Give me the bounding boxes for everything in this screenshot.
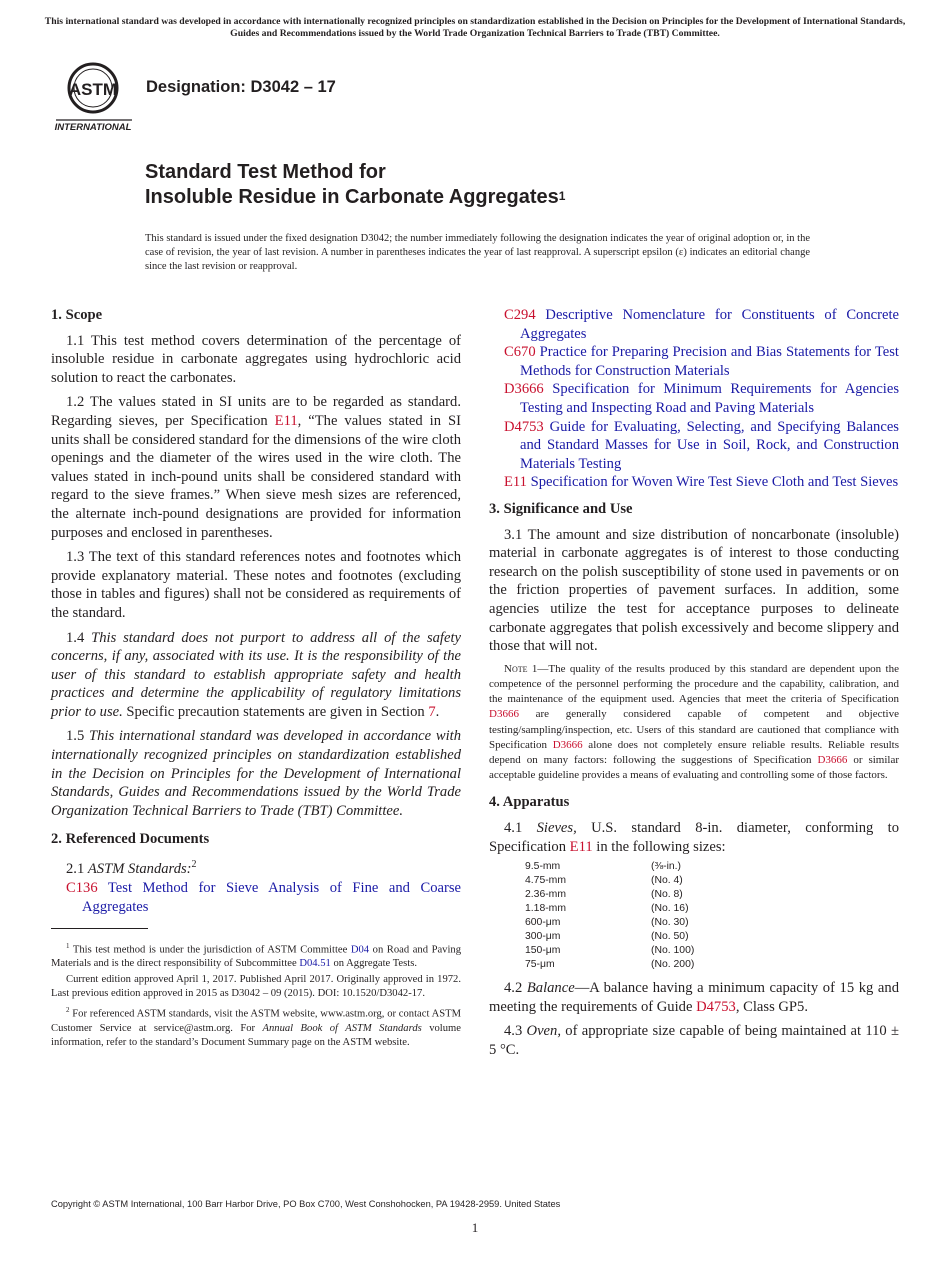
note-1: Note 1—The quality of the results produced by this standard are dependent upon the competence of the personnel performing the procedure and the capability, calibration, and the maintenance of the equipment used. Agencies that meet the criteria of Specification D3666 are generally considered capable of competent and objective testing/sampling/inspection, etc. Users of this standard are cautioned that compliance with Specification D3666 alone does not completely ensure reliable results. Reliable results depend on many factors: following the suggestions of Specification D3666 or similar acceptable guideline provides a means of evaluating and controlling some of those factors. [489,662,899,782]
link-d3666[interactable]: D3666 [817,753,848,766]
astm-logo [52,56,136,132]
link-d3666[interactable]: D3666 [489,708,519,721]
ref-item[interactable]: C670 Practice for Preparing Precision and Bias Statements for Test Methods for Construction Materials [504,344,899,379]
para-2-1: 2.1 ASTM Standards:$^2$ [66,859,197,877]
left-column [51,306,461,1052]
table-row: 1.18-mm (No. 16) [525,903,689,915]
table-row: 600-μm (No. 30) [525,917,689,929]
issuance-statement: This standard is issued under the fixed designation D3042; the number immediately following the designation indicates the year of original adoption or, in the case of revision, the year of last revision. A number in parentheses indicates the year of last reapproval. A superscript epsilon (ε) indicates an editorial change since the last revision or reapproval. [145,233,810,272]
link-e11[interactable]: E11 [274,412,298,429]
section-scope-heading: 1. Scope [51,307,103,323]
link-d4753[interactable]: D4753 [696,998,736,1015]
footnote-2: $^2$ For referenced ASTM standards, visit the ASTM website, www.astm.org, or contact ASTM Customer Service at service@astm.org. For Annual Book of ASTM Standards volume information, refer to the standard’s Document Summary page on the ASTM website. [51,1006,461,1048]
section-apparatus-heading: 4. Apparatus [489,794,570,811]
designation: Designation: D3042 – 17 [146,78,336,96]
standards-notice: This international standard was developed in accordance with internationally recognized principles on standardization established in the Decision on Principles for the Development of International Standards, Guides and Recommendations issued by the World Trade Organization Technical Barriers to Trade (TBT) Committee. [44,16,906,39]
footnote-rule [51,928,148,929]
table-row: 150-μm (No. 100) [525,945,695,957]
table-row: 75-μm (No. 200) [525,959,695,971]
ref-item[interactable]: C294 Descriptive Nomenclature for Constituents of Concrete Aggregates [504,307,899,342]
section-significance-heading: 3. Significance and Use [489,500,633,517]
link-d0451[interactable]: D04.51 [299,958,331,970]
right-column [489,306,899,1065]
para-1-3: 1.3 The text of this standard references notes and footnotes which provide explanatory material. These notes and footnotes (excluding those in tables and figures) shall not be considered as requirements of the standard. [51,549,461,621]
title-footnote-ref: 1 [558,189,566,203]
copyright: Copyright © ASTM International, 100 Barr Harbor Drive, PO Box C700, West Conshohocken, PA 19428-2959. United States [51,1199,561,1209]
link-e11[interactable]: E11 [569,838,593,855]
para-1-2: 1.2 The values stated in SI units are to be regarded as standard. Regarding sieves, per Specification E11, “The values stated in SI units shall be considered standard for the dimensions of the wire cloth openings and the diameter of the wires used in the wire cloth. The values stated in inch-pound units shall be considered standard with regard to the sieve frames.” When sieve mesh sizes are referenced, the alternate inch-pound designations are provided for information purposes and enclosed in parentheses. [51,394,461,541]
link-d04[interactable]: D04 [350,944,370,956]
para-3-1: 3.1 The amount and size distribution of noncarbonate (insoluble) material in carbonate aggregates is of interest to those conducting research on the polish susceptibility of stone used in pavements or on the friction properties of pavement surfaces. In addition, some agencies utilize the test for acceptance purposes to delineate carbonate aggregates that polish excessively and become slippery and those that will not. [489,526,899,655]
title-line-1: Standard Test Method for [145,161,386,183]
para-4-1: 4.1 Sieves, U.S. standard 8-in. diameter, conforming to Specification E11 in the following sizes: [489,819,899,855]
ref-item[interactable]: D3666 Specification for Minimum Requirements for Agencies Testing and Inspecting Road and Paving Materials [504,381,900,416]
section-referenced-heading: 2. Referenced Documents [51,831,210,848]
para-4-2: 4.2 Balance—A balance having a minimum capacity of 15 kg and meeting the requirements of Guide D4753, Class GP5. [489,980,899,1015]
ref-item[interactable]: D4753 Guide for Evaluating, Selecting, and Specifying Balances and Standard Masses for Use in Soil, Rock, and Construction Materials Testing [504,418,899,472]
logo-text: ASTM [68,80,118,99]
document-title [145,160,565,212]
link-d3666[interactable]: D3666 [552,738,583,751]
table-row: 4.75-mm (No. 4) [525,875,683,887]
footnote-1: $^1$ This test method is under the jurisdiction of ASTM Committee D04 on Road and Paving Materials and is the direct responsibility of Subcommittee D04.51 on Aggregate Tests. [51,941,461,970]
para-4-3: 4.3 Oven, of appropriate size capable of being maintained at 110 ± 5 °C. [489,1023,899,1058]
table-row: 9.5-mm (⅜-in.) [525,861,682,873]
sieve-sizes-table [525,860,694,972]
para-1-5: 1.5 This international standard was developed in accordance with internationally recognized principles on standardization established in the Decision on Principles for the Development of International Standards, Guides and Recommendations issued by the World Trade Organization Technical Barriers to Trade (TBT) Committee. [51,728,462,819]
link-section-7[interactable]: 7 [428,703,436,720]
ref-item[interactable]: C136 Test Method for Sieve Analysis of Fine and Coarse Aggregates [66,880,461,916]
para-1-1: 1.1 This test method covers determination of the percentage of insoluble residue in carbonate aggregates using hydrochloric acid solution to react the carbonates. [51,332,461,386]
title-line-2: Insoluble Residue in Carbonate Aggregates$^1$ [145,186,566,208]
para-1-4: 1.4 This standard does not purport to address all of the safety concerns, if any, associated with its use. It is the responsibility of the user of this standard to establish appropriate safety and health practices and determine the applicability of regulatory limitations prior to use. Specific precaution statements are given in Section 7. [51,629,461,720]
table-row: 2.36-mm (No. 8) [525,889,683,901]
page-number: 1 [471,1220,479,1235]
logo-subtext: INTERNATIONAL [54,122,132,132]
ref-item[interactable]: E11 Specification for Woven Wire Test Sieve Cloth and Test Sieves [504,474,899,491]
table-row: 300-μm (No. 50) [525,931,689,943]
footnote-1-edition: Current edition approved April 1, 2017. Published April 2017. Originally approved in 1972. Last previous edition approved in 2015 as D3042 – 09 (2015). DOI: 10.1520/D3042-17. [51,974,461,1000]
